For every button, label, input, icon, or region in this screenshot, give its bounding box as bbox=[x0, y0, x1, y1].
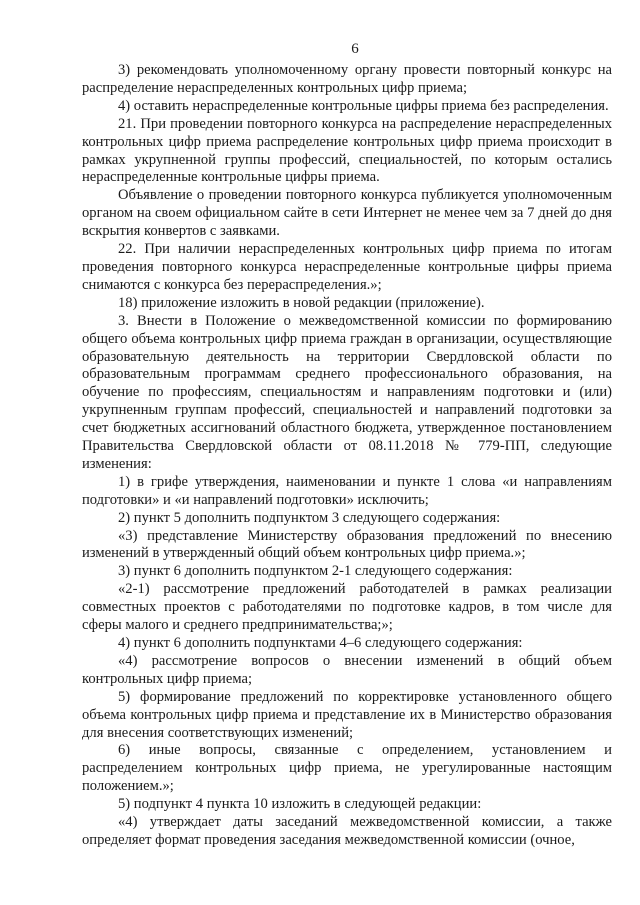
paragraph: «4) утверждает даты заседаний межведомственной комиссии, а также определяет формат проведения заседания межведомственной комиссии (очное, bbox=[82, 814, 612, 848]
paragraph: 21. При проведении повторного конкурса на распределение нераспределенных контрольных цифр приема распределение контрольных цифр приема происходит в рамках укрупненной группы профессий, специальностей, по которым остались нераспределенные контрольные цифры приема. bbox=[82, 115, 612, 186]
paragraph: 3) рекомендовать уполномоченному органу провести повторный конкурс на распределение нераспределенных контрольных цифр приема; bbox=[82, 62, 612, 96]
paragraph: 22. При наличии нераспределенных контрольных цифр приема по итогам проведения повторного конкурса нераспределенные контрольные цифры приема снимаются с конкурса без перераспределения.»; bbox=[82, 241, 612, 293]
paragraph: 5) подпункт 4 пункта 10 изложить в следующей редакции: bbox=[118, 796, 482, 813]
paragraph: 6) иные вопросы, связанные с определением, установлением и распределением контрольных цифр приема, не урегулированные настоящим положением.»; bbox=[82, 742, 612, 795]
paragraph: «3) представление Министерству образования предложений по внесению изменений в утвержденный общий объем контрольных цифр приема.»; bbox=[82, 527, 612, 562]
paragraph: 4) оставить нераспределенные контрольные цифры приема без распределения. bbox=[118, 97, 609, 114]
paragraph: «2-1) рассмотрение предложений работодателей в рамках реализации совместных проектов с работодателями по подготовке кадров, в том числе для сферы малого и среднего предпринимательства;»; bbox=[82, 581, 612, 634]
paragraph: 4) пункт 6 дополнить подпунктами 4–6 следующего содержания: bbox=[118, 635, 523, 651]
paragraph: 3. Внести в Положение о межведомственной комиссии по формированию общего объема контрольных цифр приема граждан в организации, осуществляющие образовательную деятельность на территории Свердловской области по образовательным программам среднего профессионального образования, на обучение по профессиям, специальностям и направлениям подготовки и (или) укрупненным группам профессий, специальностей и направлений подготовки за счет бюджетных ассигнований областного бюджета, утвержденное постановлением Правительства Свердловской области от 08.11.2018 № 779-ПП, следующие изменения: bbox=[82, 312, 612, 472]
paragraph: 3) пункт 6 дополнить подпунктом 2-1 следующего содержания: bbox=[118, 563, 513, 580]
paragraph: 1) в грифе утверждения, наименовании и пункте 1 слова «и направлениям подготовки» и «и направлений подготовки» исключить; bbox=[82, 473, 612, 508]
document-body bbox=[82, 62, 612, 850]
paragraph: 18) приложение изложить в новой редакции (приложение). bbox=[118, 294, 485, 311]
page-number: 6 bbox=[351, 41, 359, 57]
paragraph: Объявление о проведении повторного конкурса публикуется уполномоченным органом на своем официальном сайте в сети Интернет не менее чем за 7 дней до дня вскрытия конвертов с заявками. bbox=[82, 187, 612, 240]
paragraph: 2) пункт 5 дополнить подпунктом 3 следующего содержания: bbox=[118, 509, 501, 526]
paragraph: «4) рассмотрение вопросов о внесении изменений в общий объем контрольных цифр приема; bbox=[82, 652, 612, 687]
paragraph: 5) формирование предложений по корректировке установленного общего объема контрольных цифр приема и представление их в Министерство образования для внесения соответствующих изменений; bbox=[82, 688, 612, 741]
